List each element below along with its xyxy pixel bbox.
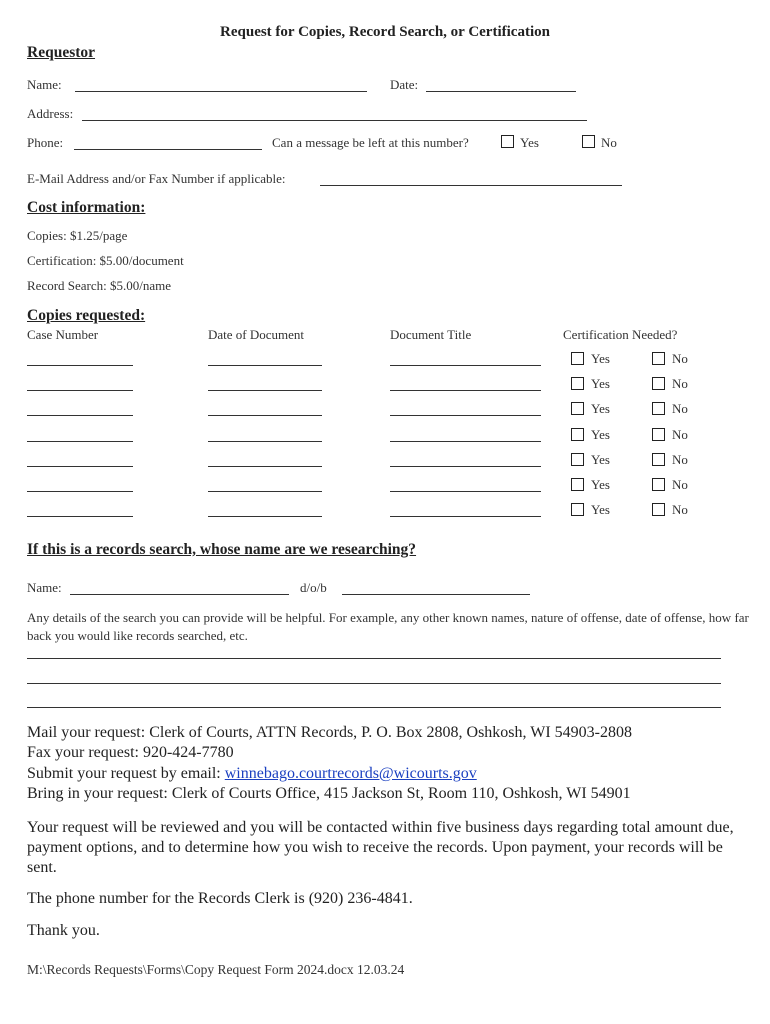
col-case-number: Case Number <box>27 327 99 342</box>
cert-no-checkbox[interactable] <box>652 503 665 516</box>
phone-label: Phone: <box>27 135 64 150</box>
details-line-2[interactable] <box>27 683 721 684</box>
dob-label: d/o/b <box>300 580 327 595</box>
message-yes-checkbox[interactable] <box>501 135 514 148</box>
date-of-document-field[interactable] <box>208 441 322 442</box>
cert-yes-checkbox[interactable] <box>571 352 584 365</box>
case-number-field[interactable] <box>27 516 133 517</box>
document-title-field[interactable] <box>390 491 541 492</box>
cert-yes-checkbox[interactable] <box>571 377 584 390</box>
col-certification-needed: Certification Needed? <box>563 327 678 342</box>
cert-yes-label: Yes <box>591 502 610 518</box>
search-name-field[interactable] <box>70 594 289 595</box>
date-of-document-field[interactable] <box>208 390 322 391</box>
cert-no-label: No <box>672 426 688 442</box>
footer-path: M:\Records Requests\Forms\Copy Request Form 2024.docx 12.03.24 <box>27 962 405 977</box>
phone-field[interactable] <box>74 149 262 150</box>
col-document-title: Document Title <box>390 327 472 342</box>
cost-heading: Cost information: <box>27 199 146 216</box>
copies-heading: Copies requested: <box>27 307 146 324</box>
document-title-field[interactable] <box>390 441 541 442</box>
case-number-field[interactable] <box>27 491 133 492</box>
date-of-document-field[interactable] <box>208 365 322 366</box>
search-name-label: Name: <box>27 580 62 595</box>
cert-no-checkbox[interactable] <box>652 478 665 491</box>
cost-certification: Certification: $5.00/document <box>27 253 184 268</box>
cert-no-label: No <box>672 477 688 492</box>
document-title-field[interactable] <box>390 365 541 366</box>
date-field[interactable] <box>426 91 576 92</box>
bring-instructions: Bring in your request: Clerk of Courts Office, 415 Jackson St, Room 110, Oshkosh, WI 54901 <box>27 785 631 802</box>
date-of-document-field[interactable] <box>208 466 322 467</box>
date-of-document-field[interactable] <box>208 491 322 492</box>
cost-copies: Copies: $1.25/page <box>27 228 128 243</box>
address-field[interactable] <box>82 120 587 121</box>
email-link[interactable]: winnebago.courtrecords@wicourts.gov <box>224 765 477 782</box>
cert-yes-label: Yes <box>591 451 610 467</box>
document-title-field[interactable] <box>390 390 541 391</box>
message-yes-label: Yes <box>520 135 539 150</box>
message-no-checkbox[interactable] <box>582 135 595 148</box>
phone-text: The phone number for the Records Clerk is (920) 236-4841. <box>27 890 413 907</box>
cert-yes-label: Yes <box>591 351 610 366</box>
cert-no-label: No <box>672 401 688 417</box>
cert-no-label: No <box>672 351 688 366</box>
cert-yes-checkbox[interactable] <box>571 453 584 466</box>
case-number-field[interactable] <box>27 415 133 416</box>
message-no-label: No <box>601 135 617 150</box>
name-field[interactable] <box>75 91 367 92</box>
cert-yes-label: Yes <box>591 376 610 392</box>
cert-no-label: No <box>672 502 688 518</box>
email-label: E-Mail Address and/or Fax Number if applicable: <box>27 171 286 186</box>
date-label: Date: <box>390 77 419 92</box>
details-line-1[interactable] <box>27 658 721 659</box>
dob-field[interactable] <box>342 594 530 595</box>
date-of-document-field[interactable] <box>208 415 322 416</box>
message-question: Can a message be left at this number? <box>272 135 469 150</box>
cert-no-checkbox[interactable] <box>652 377 665 390</box>
cert-no-label: No <box>672 376 688 392</box>
cert-yes-label: Yes <box>591 401 610 417</box>
case-number-field[interactable] <box>27 365 133 366</box>
cert-yes-label: Yes <box>591 426 610 442</box>
document-title-field[interactable] <box>390 466 541 467</box>
search-heading: If this is a records search, whose name are we researching? <box>27 541 417 558</box>
name-label: Name: <box>27 77 62 92</box>
cert-no-checkbox[interactable] <box>652 453 665 466</box>
cert-no-checkbox[interactable] <box>652 428 665 441</box>
mail-instructions: Mail your request: Clerk of Courts, ATTN Records, P. O. Box 2808, Oshkosh, WI 54903-2808 <box>27 724 632 741</box>
cert-no-label: No <box>672 451 688 467</box>
cert-yes-checkbox[interactable] <box>571 402 584 415</box>
address-label: Address: <box>27 106 74 121</box>
document-title-field[interactable] <box>390 415 541 416</box>
case-number-field[interactable] <box>27 390 133 391</box>
date-of-document-field[interactable] <box>208 516 322 517</box>
cost-record-search: Record Search: $5.00/name <box>27 278 172 293</box>
col-date-of-document: Date of Document <box>208 327 305 342</box>
case-number-field[interactable] <box>27 466 133 467</box>
cert-yes-checkbox[interactable] <box>571 478 584 491</box>
fax-instructions: Fax your request: 920-424-7780 <box>27 744 234 761</box>
email-prefix: Submit your request by email: <box>27 765 225 782</box>
case-number-field[interactable] <box>27 441 133 442</box>
cert-yes-checkbox[interactable] <box>571 503 584 516</box>
email-field[interactable] <box>320 185 622 186</box>
cert-yes-checkbox[interactable] <box>571 428 584 441</box>
email-instructions <box>27 765 477 783</box>
form-title: Request for Copies, Record Search, or Certification <box>220 24 550 40</box>
thanks-text: Thank you. <box>27 922 100 939</box>
cert-yes-label: Yes <box>591 477 610 492</box>
review-text: Your request will be reviewed and you will be contacted within five business days regarding total amount due, payment options, and to determine how you wish to receive the records. Upon payment, your records will be sent. <box>27 819 734 876</box>
requestor-heading: Requestor <box>27 44 96 61</box>
search-details-text: Any details of the search you can provide will be helpful. For example, any other known names, nature of offense, date of offense, how far back you would like records searched, etc. <box>27 610 749 643</box>
document-title-field[interactable] <box>390 516 541 517</box>
cert-no-checkbox[interactable] <box>652 352 665 365</box>
cert-no-checkbox[interactable] <box>652 402 665 415</box>
details-line-3[interactable] <box>27 707 721 708</box>
